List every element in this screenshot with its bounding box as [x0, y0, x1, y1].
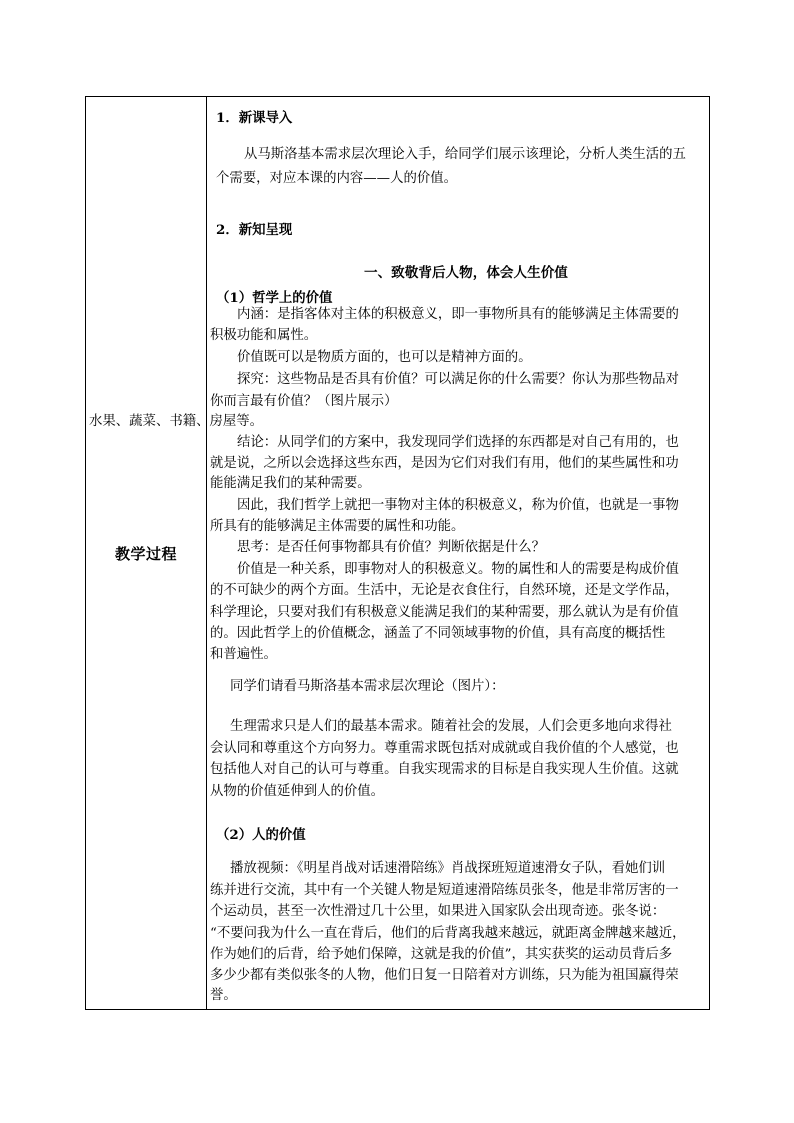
video-line-4: “不要问我为什么一直在背后，他们的后背离我越来越远，就距离金牌越来越近， — [210, 926, 686, 941]
relation-line-5: 和普遍性。 — [210, 647, 277, 662]
label-cell — [86, 97, 207, 1009]
conclusion-line-3: 能能满足我们的某种需要。 — [210, 476, 371, 491]
video-line-5: 作为她们的后背，给予她们保障，这就是我的价值”，其实获奖的运动员背后多 — [210, 947, 673, 962]
needs-line-1: 生理需求只是人们的最基本需求。随着社会的发展，人们会更多地向求得社 — [230, 719, 672, 734]
video-line-7: 誉。 — [210, 988, 237, 1003]
therefore-line-2: 所具有的能够满足主体需要的属性和功能。 — [210, 519, 465, 534]
video-line-2: 练并进行交流，其中有一个关键人物是短道速滑陪练员张冬，他是非常厉害的一 — [210, 883, 679, 898]
material-line: 价值既可以是物质方面的，也可以是精神方面的。 — [237, 350, 532, 365]
explore-line-1: 探究：这些物品是否具有价值？可以满足你的什么需要？你认为那些物品对 — [237, 372, 679, 387]
video-line-6: 多少少都有类似张冬的人物，他们日复一日陪着对方训练，只为能为祖国赢得荣 — [210, 968, 679, 983]
needs-line-3: 包括他人对自己的认可与尊重。自我实现需求的目标是自我实现人生价值。这就 — [210, 762, 679, 777]
video-line-3: 个运动员，甚至一次性滑过几十公里，如果进入国家队会出现奇迹。张冬说： — [210, 904, 666, 919]
think-line: 思考：是否任何事物都具有价值？判断依据是什么？ — [237, 540, 545, 555]
needs-line-4: 从物的价值延伸到人的价值。 — [210, 784, 385, 799]
relation-line-1: 价值是一种关系，即事物对人的积极意义。物的属性和人的需要是构成价值 — [237, 562, 679, 577]
lesson-table — [85, 96, 710, 1010]
intro-para-line-2: 个需要，对应本课的内容——人的价值。 — [216, 171, 458, 186]
new-knowledge-heading: 2．新知呈现 — [216, 222, 293, 238]
needs-line-2: 会认同和尊重这个方向努力。尊重需求既包括对成就或自我价值的个人感觉，也 — [210, 741, 679, 756]
relation-line-4: 的。因此哲学上的价值概念，涵盖了不同领域事物的价值，具有高度的概括性 — [210, 626, 666, 641]
definition-line-1: 内涵：是指客体对主体的积极意义，即一事物所具有的能够满足主体需要的 — [237, 307, 679, 322]
explore-line-2: 你而言最有价值？（图片展示） — [210, 394, 398, 409]
video-line-1: 播放视频：《明星肖战对话速滑陪练》肖战探班短道速滑女子队，看她们训 — [230, 861, 666, 876]
relation-line-2: 的不可缺少的两个方面。生活中，无论是衣食住行，自然环境，还是文学作品， — [210, 583, 679, 598]
conclusion-line-1: 结论：从同学们的方案中，我发现同学们选择的东西都是对自己有用的，也 — [237, 435, 679, 450]
conclusion-line-2: 就是说，之所以会选择这些东西，是因为它们对我们有用，他们的某些属性和功 — [210, 456, 679, 471]
therefore-line-1: 因此，我们哲学上就把一事物对主体的积极意义，称为价值，也就是一事物 — [237, 498, 679, 513]
relation-line-3: 科学理论，只要对我们有积极意义能满足我们的某种需要，那么就认为是有价值 — [210, 605, 679, 620]
definition-line-2: 积极功能和属性。 — [210, 328, 318, 343]
items-line: 水果、蔬菜、书籍、房屋等。 — [89, 414, 264, 429]
intro-para-line-1: 从马斯洛基本需求层次理论入手，给同学们展示该理论，分析人类生活的五 — [244, 147, 686, 162]
section-subheading: 一、致敬背后人物，体会人生价值 — [364, 265, 568, 281]
intro-heading: 1．新课导入 — [216, 110, 293, 126]
maslow-line: 同学们请看马斯洛基本需求层次理论（图片）： — [230, 679, 505, 694]
teaching-process-label: 教学过程 — [114, 544, 177, 563]
human-value-heading: （2）人的价值 — [216, 827, 306, 843]
philosophy-value-heading: （1）哲学上的价值 — [216, 290, 333, 306]
